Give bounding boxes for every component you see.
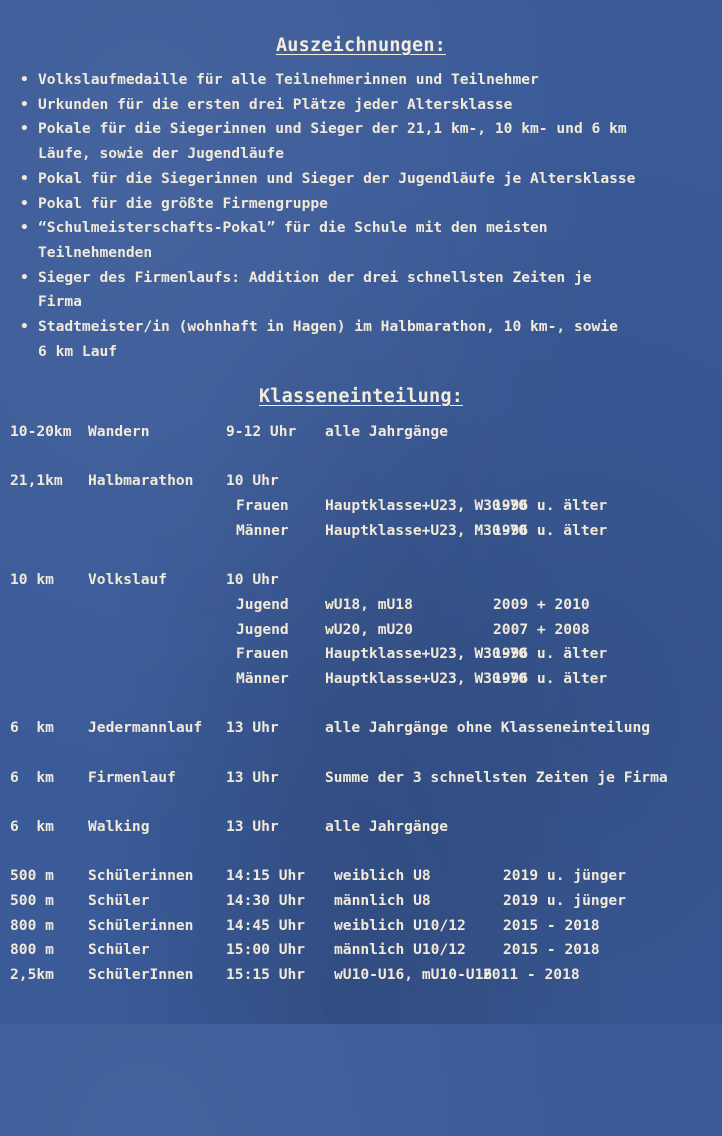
group-classes: wU10-U16, mU10-U16	[334, 966, 493, 984]
award-item: • Volkslaufmedaille für alle Teilnehmerinnen und Teilnehmer	[18, 68, 718, 93]
awards-list	[18, 68, 718, 364]
schedule-row-schueler	[10, 889, 722, 914]
group-label: Jugend	[236, 620, 289, 638]
group-label: Männer	[236, 521, 289, 539]
start-time: 14:30 Uhr	[226, 892, 306, 910]
schedule-row-wandern	[10, 420, 722, 445]
award-item: • “Schulmeisterschafts-Pokal” für die Schule mit den meisten Teilnehmenden	[18, 216, 718, 265]
event-name: Schülerinnen	[88, 867, 194, 885]
group-years: 1996 u. älter	[493, 669, 608, 687]
group-row	[10, 593, 722, 618]
group-classes: männlich U10/12	[334, 941, 466, 959]
distance: 6 km	[10, 818, 54, 835]
group-years: 1996 u. älter	[493, 497, 608, 515]
group-classes: wU18, mU18	[325, 595, 413, 613]
group-row	[10, 642, 722, 667]
event-name: Schüler	[88, 892, 150, 910]
group-years: 1996 u. älter	[493, 521, 608, 539]
schedule-row-schueler	[10, 864, 722, 889]
group-label: Frauen	[236, 497, 289, 515]
start-time: 13 Uhr	[226, 719, 279, 737]
award-item: • Pokal für die Siegerinnen und Sieger der Jugendläufe je Altersklasse	[18, 167, 718, 192]
award-item: • Pokale für die Siegerinnen und Sieger der 21,1 km-, 10 km- und 6 km Läufe, sowie der Jugendläufe	[18, 117, 718, 166]
event-name: Halbmarathon	[88, 472, 194, 490]
group-classes: Hauptklasse+U23, W30-70	[325, 497, 528, 515]
group-classes: weiblich U8	[334, 867, 431, 885]
info: alle Jahrgänge	[325, 423, 449, 440]
event-name: Firmenlauf	[88, 768, 176, 786]
distance: 21,1km	[10, 472, 63, 490]
group-label: Männer	[236, 669, 289, 687]
class-schedule	[10, 420, 722, 988]
group-row	[10, 494, 722, 519]
start-time: 14:15 Uhr	[226, 867, 306, 885]
award-item: • Urkunden für die ersten drei Plätze jeder Altersklasse	[18, 93, 718, 118]
group-years: 2007 + 2008	[493, 620, 590, 638]
distance: 500 m	[10, 892, 54, 910]
group-years: 2011 - 2018	[483, 966, 580, 984]
distance: 10 km	[10, 571, 54, 589]
group-years: 2015 - 2018	[503, 941, 600, 959]
start-time: 15:00 Uhr	[226, 941, 306, 959]
info: alle Jahrgänge	[325, 818, 449, 835]
distance: 800 m	[10, 941, 54, 959]
group-classes: Hauptklasse+U23, W30-70	[325, 669, 528, 687]
awards-heading: Auszeichnungen:	[275, 35, 447, 56]
schedule-row-schueler	[10, 914, 722, 939]
event-name: Volkslauf	[88, 571, 168, 589]
group-label: Jugend	[236, 595, 289, 613]
event-name: Walking	[88, 818, 150, 835]
distance: 6 km	[10, 719, 54, 737]
group-years: 2019 u. jünger	[503, 892, 627, 910]
schedule-row-volkslauf	[10, 568, 722, 593]
start-time: 13 Uhr	[226, 818, 279, 835]
group-years: 2009 + 2010	[493, 595, 590, 613]
event-name: Schüler	[88, 941, 150, 959]
group-years: 1996 u. älter	[493, 645, 608, 663]
start-time: 10 Uhr	[226, 472, 279, 490]
distance: 800 m	[10, 916, 54, 934]
classes-heading: Klasseneinteilung:	[258, 386, 464, 407]
event-name: Jedermannlauf	[88, 719, 203, 737]
group-label: Frauen	[236, 645, 289, 663]
event-name: SchülerInnen	[88, 966, 194, 984]
schedule-row-schueler	[10, 963, 722, 988]
group-classes: männlich U8	[334, 892, 431, 910]
info: Summe der 3 schnellsten Zeiten je Firma	[325, 768, 668, 786]
group-years: 2019 u. jünger	[503, 867, 627, 885]
group-row	[10, 618, 722, 643]
start-time: 13 Uhr	[226, 768, 279, 786]
group-row	[10, 667, 722, 692]
event-name: Wandern	[88, 423, 150, 440]
distance: 6 km	[10, 768, 54, 786]
schedule-row-halbmarathon	[10, 469, 722, 494]
schedule-row-walking	[10, 815, 722, 840]
group-classes: Hauptklasse+U23, W30-70	[325, 645, 528, 663]
award-item: • Sieger des Firmenlaufs: Addition der drei schnellsten Zeiten je Firma	[18, 266, 718, 315]
start-time: 10 Uhr	[226, 571, 279, 589]
schedule-row-jedermannlauf	[10, 716, 722, 741]
group-years: 2015 - 2018	[503, 916, 600, 934]
group-classes: Hauptklasse+U23, M30-70	[325, 521, 528, 539]
group-row	[10, 519, 722, 544]
distance: 500 m	[10, 867, 54, 885]
award-item: • Stadtmeister/in (wohnhaft in Hagen) im Halbmarathon, 10 km-, sowie 6 km Lauf	[18, 315, 718, 364]
group-classes: weiblich U10/12	[334, 916, 466, 934]
event-name: Schülerinnen	[88, 916, 194, 934]
group-classes: wU20, mU20	[325, 620, 413, 638]
award-item: • Pokal für die größte Firmengruppe	[18, 192, 718, 217]
schedule-row-firmenlauf	[10, 766, 722, 791]
start-time: 14:45 Uhr	[226, 916, 306, 934]
schedule-row-schueler	[10, 938, 722, 963]
start-time: 9-12 Uhr	[226, 423, 297, 440]
start-time: 15:15 Uhr	[226, 966, 306, 984]
info: alle Jahrgänge ohne Klasseneinteilung	[325, 719, 651, 737]
distance: 2,5km	[10, 966, 54, 984]
distance: 10-20km	[10, 423, 72, 440]
